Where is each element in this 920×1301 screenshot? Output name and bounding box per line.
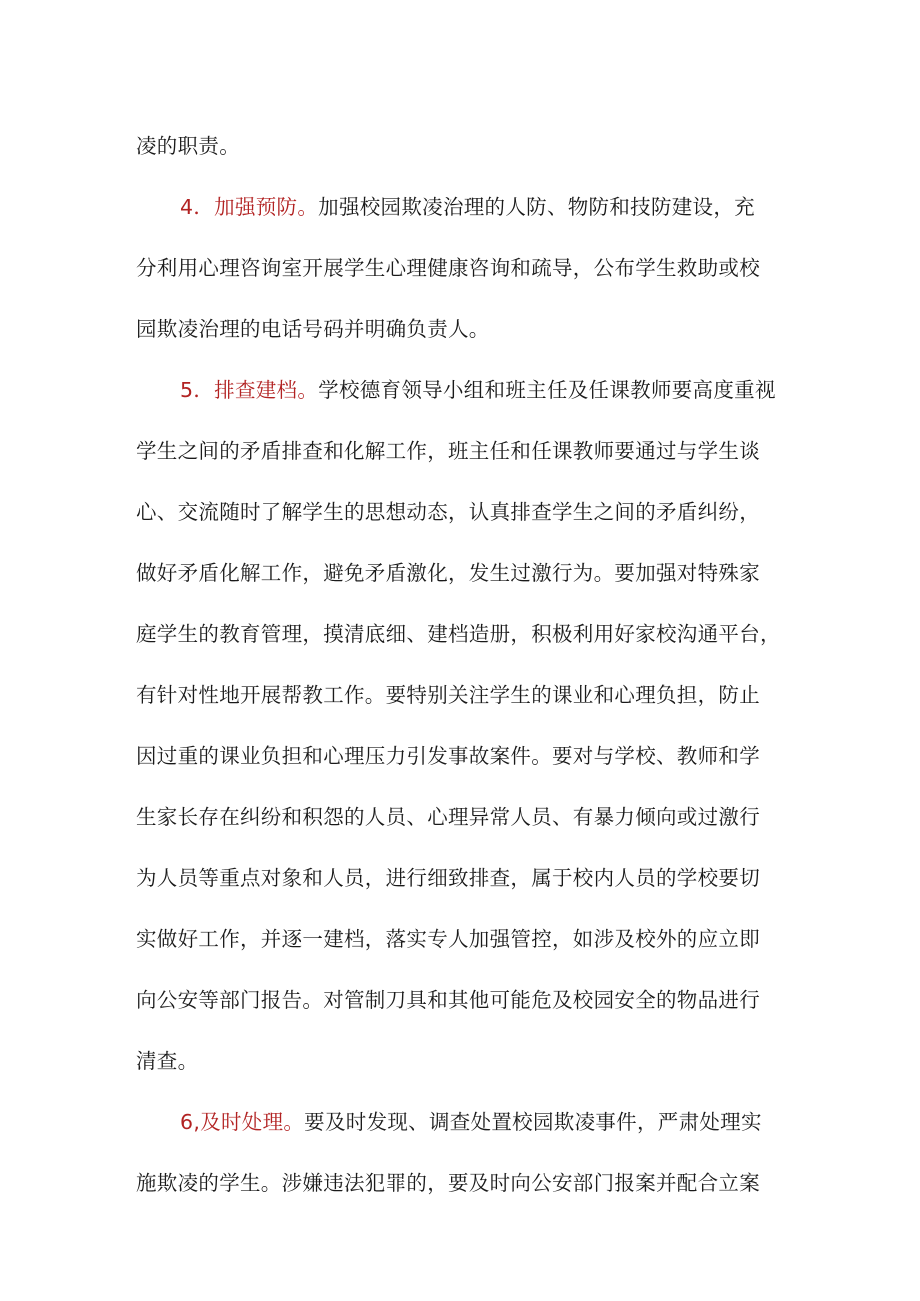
paragraph-line: 因过重的课业负担和心理压力引发事故案件。要对与学校、教师和学 (136, 744, 760, 768)
paragraph-line: 生家长存在纠纷和积怨的人员、心理异常人员、有暴力倾向或过激行 (136, 805, 760, 829)
paragraph-line: 为人员等重点对象和人员，进行细致排查，属于校内人员的学校要切 (136, 866, 760, 890)
section-4-heading-line (180, 192, 840, 222)
paragraph-line: 做好矛盾化解工作，避免矛盾激化，发生过激行为。要加强对特殊家 (136, 561, 760, 585)
paragraph-line: 心、交流随时了解学生的思想动态，认真排查学生之间的矛盾纠纷， (136, 500, 760, 524)
section-6-title: 及时处理。 (200, 1110, 305, 1134)
paragraph-line: 园欺凌治理的电话号码并明确负责人。 (136, 317, 490, 341)
section-6-number: 6, (180, 1110, 201, 1134)
section-5-title: 排查建档。 (214, 378, 319, 402)
paragraph-line: 庭学生的教育管理，摸清底细、建档造册，积极利用好家校沟通平台， (136, 622, 781, 646)
paragraph-line: 施欺凌的学生。涉嫌违法犯罪的，要及时向公安部门报案并配合立案 (136, 1171, 760, 1195)
paragraph-line: 凌的职责。 (136, 134, 240, 158)
section-4-title: 加强预防。 (214, 195, 319, 219)
paragraph-line: 清查。 (136, 1049, 199, 1073)
section-5-heading-line (180, 375, 840, 405)
section-5-number: 5． (180, 378, 215, 402)
paragraph-line: 分利用心理咨询室开展学生心理健康咨询和疏导，公布学生救助或校 (136, 256, 760, 280)
paragraph-line: 学生之间的矛盾排查和化解工作，班主任和任课教师要通过与学生谈 (136, 439, 760, 463)
section-5-text: 学校德育领导小组和班主任及任课教师要高度重视 (318, 378, 776, 402)
paragraph-line: 向公安等部门报告。对管制刀具和其他可能危及校园安全的物品进行 (136, 988, 760, 1012)
section-4-number: 4． (180, 195, 215, 219)
section-4-text: 加强校园欺凌治理的人防、物防和技防建设，充 (318, 195, 755, 219)
section-6-text: 要及时发现、调查处置校园欺凌事件，严肃处理实 (304, 1110, 762, 1134)
paragraph-line: 有针对性地开展帮教工作。要特别关注学生的课业和心理负担，防止 (136, 683, 760, 707)
paragraph-line: 实做好工作，并逐一建档，落实专人加强管控，如涉及校外的应立即 (136, 927, 760, 951)
section-6-heading-line (180, 1107, 840, 1137)
